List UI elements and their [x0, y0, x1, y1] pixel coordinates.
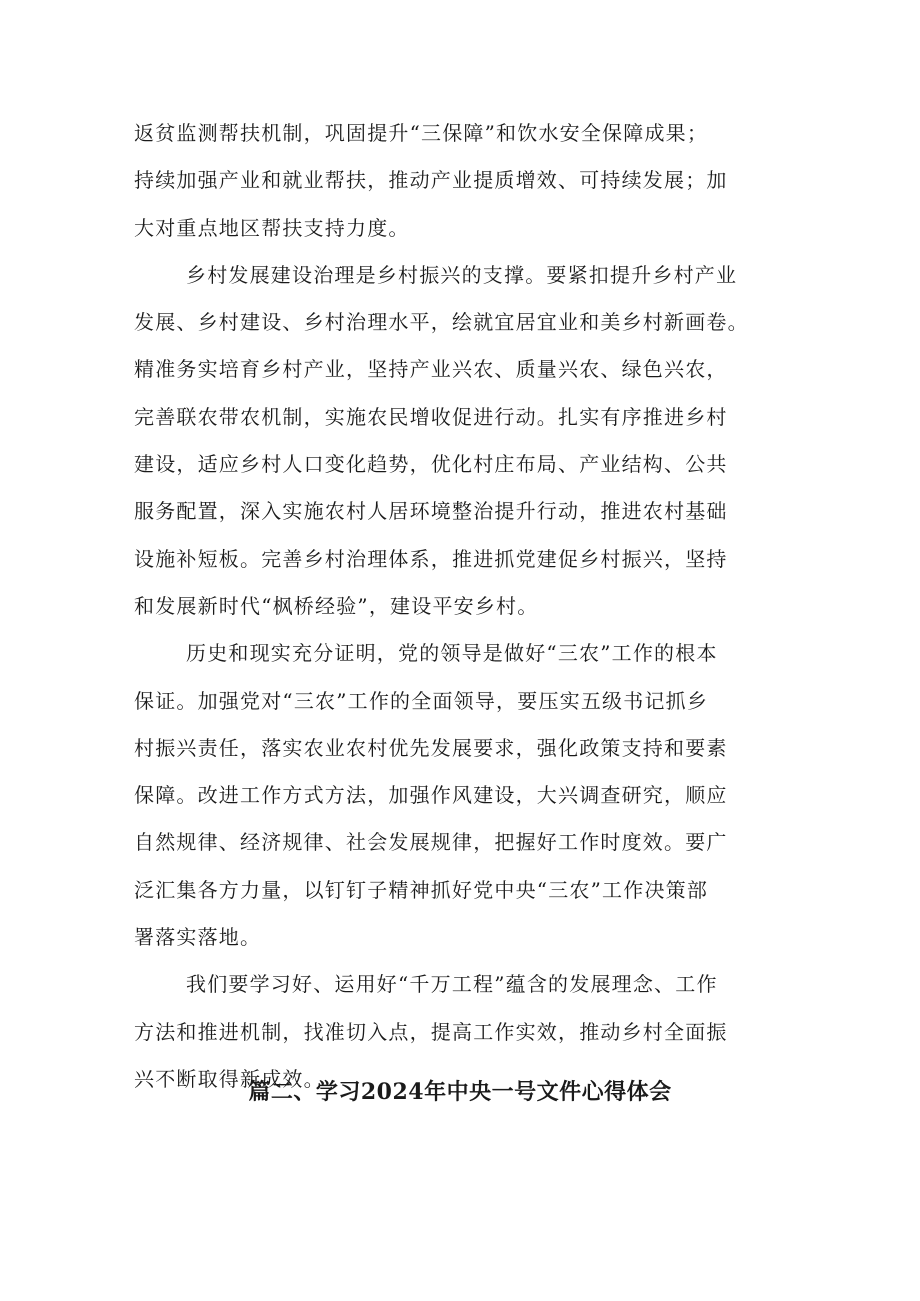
text-line: 和发展新时代“枫桥经验”，建设平安乡村。: [134, 593, 539, 618]
text-line: 发展、乡村建设、乡村治理水平，绘就宜居宜业和美乡村新画卷。: [134, 310, 749, 335]
text-line: 服务配置，深入实施农村人居环境整治提升行动，推进农村基础: [134, 499, 728, 524]
text-line: 保障。改进工作方式方法，加强作风建设，大兴调查研究，顺应: [134, 783, 728, 808]
paragraph-first-line: 我们要学习好、运用好“千万工程”蕴含的发展理念、工作: [186, 972, 718, 997]
text-line: 建设，适应乡村人口变化趋势，优化村庄布局、产业结构、公共: [134, 452, 728, 477]
text-line: 持续加强产业和就业帮扶，推动产业提质增效、可持续发展；加: [134, 168, 728, 193]
text-line: 大对重点地区帮扶支持力度。: [134, 215, 410, 240]
text-line: 设施补短板。完善乡村治理体系，推进抓党建促乡村振兴，坚持: [134, 546, 728, 571]
text-line: 泛汇集各方力量，以钉钉子精神抓好党中央“三农”工作决策部: [134, 877, 709, 902]
text-line: 方法和推进机制，找准切入点，提高工作实效，推动乡村全面振: [134, 1019, 728, 1044]
paragraph-first-line: 历史和现实充分证明，党的领导是做好“三农”工作的根本: [186, 641, 718, 666]
text-line: 兴不断取得新成效。: [134, 1066, 325, 1091]
text-line: 保证。加强党对“三农”工作的全面领导，要压实五级书记抓乡: [134, 688, 709, 713]
text-line: 完善联农带农机制，实施农民增收促进行动。扎实有序推进乡村: [134, 404, 728, 429]
text-line: 署落实落地。: [134, 925, 262, 950]
text-line: 精准务实培育乡村产业，坚持产业兴农、质量兴农、绿色兴农，: [134, 357, 728, 382]
text-line: 自然规律、经济规律、社会发展规律，把握好工作时度效。要广: [134, 830, 728, 855]
section-title: 篇二、学习2024年中央一号文件心得体会: [248, 1079, 672, 1105]
text-line: 返贫监测帮扶机制，巩固提升“三保障”和饮水安全保障成果；: [134, 121, 709, 145]
text-line: 村振兴责任，落实农业农村优先发展要求，强化政策支持和要素: [134, 735, 728, 760]
body-text: [134, 110, 794, 1103]
paragraph-first-line: 乡村发展建设治理是乡村振兴的支撑。要紧扣提升乡村产业: [186, 262, 738, 287]
